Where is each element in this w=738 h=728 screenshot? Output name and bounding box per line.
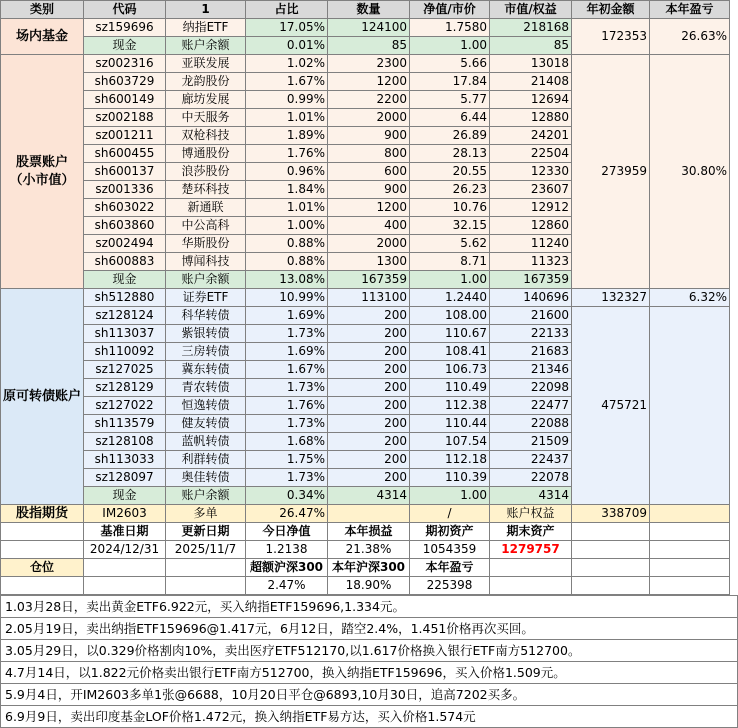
note-text-0: 1.03月28日，卖出黄金ETF6.922元，买入纳指ETF159696,1.334元。 xyxy=(1,596,738,618)
nav-price: 8.71 xyxy=(410,253,490,271)
note-text-3: 4.7月14日，以1.822元价格卖出银行ETF南方512700，换入纳指ETF159696，买入价格1.509元。 xyxy=(1,662,738,684)
quantity: 200 xyxy=(328,379,410,397)
posval-blank-6 xyxy=(650,577,730,595)
weight-pct: 1.67% xyxy=(246,361,328,379)
market-value: 22098 xyxy=(490,379,572,397)
category-label-futures: 股指期货 xyxy=(1,505,84,523)
quantity: 200 xyxy=(328,451,410,469)
note-text-4: 5.9月4日，开IM2603多单1张@6688，10月20日平仓@6893,10月30日，追高7202买多。 xyxy=(1,684,738,706)
weight-pct: 0.88% xyxy=(246,235,328,253)
label-year-pnl2: 本年盈亏 xyxy=(410,559,490,577)
nav-price: 32.15 xyxy=(410,217,490,235)
market-value: 218168 xyxy=(490,19,572,37)
weight-pct: 0.01% xyxy=(246,37,328,55)
value-today-nav: 1.2138 xyxy=(246,541,328,559)
market-value: 12330 xyxy=(490,163,572,181)
security-name: 博通股份 xyxy=(166,145,246,163)
quantity: 4314 xyxy=(328,487,410,505)
market-value: 21408 xyxy=(490,73,572,91)
quantity: 600 xyxy=(328,163,410,181)
security-code: sh600137 xyxy=(84,163,166,181)
nav-price: 106.73 xyxy=(410,361,490,379)
security-name: 亚联发展 xyxy=(166,55,246,73)
note-text-1: 2.05月19日，卖出纳指ETF159696@1.417元，6月12日，踏空2.4%，1.451价格再次买回。 xyxy=(1,618,738,640)
quantity: 167359 xyxy=(328,271,410,289)
market-value: 21600 xyxy=(490,307,572,325)
summary-blank-1 xyxy=(1,523,84,541)
market-value: 12860 xyxy=(490,217,572,235)
summary-blank-2 xyxy=(572,523,650,541)
nav-price: 26.89 xyxy=(410,127,490,145)
weight-pct: 1.02% xyxy=(246,55,328,73)
futures-quantity xyxy=(328,505,410,523)
value-base-date: 2024/12/31 xyxy=(84,541,166,559)
nav-price: 110.39 xyxy=(410,469,490,487)
label-year-hs300: 本年沪深300 xyxy=(328,559,410,577)
security-code: sh603022 xyxy=(84,199,166,217)
weight-pct: 0.99% xyxy=(246,91,328,109)
note-row xyxy=(1,596,738,618)
security-code: sz159696 xyxy=(84,19,166,37)
security-code: sh113037 xyxy=(84,325,166,343)
weight-pct: 10.99% xyxy=(246,289,328,307)
weight-pct: 0.88% xyxy=(246,253,328,271)
note-row xyxy=(1,618,738,640)
weight-pct: 0.34% xyxy=(246,487,328,505)
table-header-row xyxy=(1,1,730,19)
market-value: 13018 xyxy=(490,55,572,73)
security-name: 账户余额 xyxy=(166,37,246,55)
security-code: sz001211 xyxy=(84,127,166,145)
nav-price: 28.13 xyxy=(410,145,490,163)
security-name: 华斯股份 xyxy=(166,235,246,253)
nav-price: 5.62 xyxy=(410,235,490,253)
quantity: 2200 xyxy=(328,91,410,109)
security-code: sz128124 xyxy=(84,307,166,325)
security-name: 科华转债 xyxy=(166,307,246,325)
note-text-2: 3.05月29日，以0.329价格割肉10%，卖出医疗ETF512170,以1.617价格换入银行ETF南方512700。 xyxy=(1,640,738,662)
security-code: sz127025 xyxy=(84,361,166,379)
weight-pct: 17.05% xyxy=(246,19,328,37)
market-value: 12880 xyxy=(490,109,572,127)
market-value: 22437 xyxy=(490,451,572,469)
quantity: 2000 xyxy=(328,235,410,253)
posval-blank-2 xyxy=(84,577,166,595)
initial-amount-2: 475721 xyxy=(572,307,650,505)
summary-blank-4 xyxy=(1,541,84,559)
market-value: 85 xyxy=(490,37,572,55)
security-name: 新通联 xyxy=(166,199,246,217)
quantity: 85 xyxy=(328,37,410,55)
security-code: 现金 xyxy=(84,271,166,289)
market-value: 23607 xyxy=(490,181,572,199)
note-row xyxy=(1,640,738,662)
column-header-8: 本年盈亏 xyxy=(650,1,730,19)
security-code: sh110092 xyxy=(84,343,166,361)
market-value: 12694 xyxy=(490,91,572,109)
quantity: 1300 xyxy=(328,253,410,271)
label-position: 仓位 xyxy=(1,559,84,577)
column-header-3: 占比 xyxy=(246,1,328,19)
market-value: 21683 xyxy=(490,343,572,361)
nav-price: 1.7580 xyxy=(410,19,490,37)
security-name: 博闻科技 xyxy=(166,253,246,271)
quantity: 400 xyxy=(328,217,410,235)
security-code: sz127022 xyxy=(84,397,166,415)
column-header-4: 数量 xyxy=(328,1,410,19)
security-name: 廊坊发展 xyxy=(166,91,246,109)
weight-pct: 1.76% xyxy=(246,145,328,163)
posval-blank-5 xyxy=(572,577,650,595)
security-name: 紫银转债 xyxy=(166,325,246,343)
security-code: sh600883 xyxy=(84,253,166,271)
table-row xyxy=(1,307,730,325)
position-blank-1 xyxy=(84,559,166,577)
futures-code: IM2603 xyxy=(84,505,166,523)
weight-pct: 1.69% xyxy=(246,307,328,325)
year-pnl: 30.80% xyxy=(650,55,730,289)
security-name: 健友转债 xyxy=(166,415,246,433)
security-name: 中天服务 xyxy=(166,109,246,127)
security-name: 中公高科 xyxy=(166,217,246,235)
label-period-assets: 期初资产 xyxy=(410,523,490,541)
note-text-5: 6.9月9日，卖出印度基金LOF价格1.472元，换入纳指ETF易方达，买入价格1.574元 xyxy=(1,706,738,728)
category-label-convertible: 原可转债账户 xyxy=(1,289,84,505)
category-label-stock: 股票账户 （小市值） xyxy=(1,55,84,289)
weight-pct: 1.76% xyxy=(246,397,328,415)
nav-price: 1.00 xyxy=(410,37,490,55)
futures-blank xyxy=(650,505,730,523)
quantity: 113100 xyxy=(328,289,410,307)
year-pnl-2 xyxy=(650,307,730,505)
market-value: 11323 xyxy=(490,253,572,271)
quantity: 2300 xyxy=(328,55,410,73)
label-today-nav: 今日净值 xyxy=(246,523,328,541)
nav-price: 17.84 xyxy=(410,73,490,91)
futures-price: / xyxy=(410,505,490,523)
table-row xyxy=(1,289,730,307)
position-row xyxy=(1,559,730,577)
position-blank-4 xyxy=(572,559,650,577)
weight-pct: 1.01% xyxy=(246,199,328,217)
weight-pct: 0.96% xyxy=(246,163,328,181)
position-value-row xyxy=(1,577,730,595)
security-code: sz128108 xyxy=(84,433,166,451)
label-excess-hs300: 超额沪深300 xyxy=(246,559,328,577)
value-year-hs300: 18.90% xyxy=(328,577,410,595)
quantity: 800 xyxy=(328,145,410,163)
posval-blank-4 xyxy=(490,577,572,595)
weight-pct: 1.73% xyxy=(246,469,328,487)
quantity: 1200 xyxy=(328,199,410,217)
note-row xyxy=(1,684,738,706)
table-row xyxy=(1,55,730,73)
quantity: 900 xyxy=(328,181,410,199)
security-code: sh603729 xyxy=(84,73,166,91)
security-code: sz002316 xyxy=(84,55,166,73)
market-value: 11240 xyxy=(490,235,572,253)
quantity: 200 xyxy=(328,433,410,451)
quantity: 200 xyxy=(328,343,410,361)
weight-pct: 1.68% xyxy=(246,433,328,451)
security-name: 三房转债 xyxy=(166,343,246,361)
nav-price: 108.41 xyxy=(410,343,490,361)
quantity: 200 xyxy=(328,397,410,415)
security-name: 奥佳转债 xyxy=(166,469,246,487)
quantity: 124100 xyxy=(328,19,410,37)
security-name: 证券ETF xyxy=(166,289,246,307)
nav-price: 26.23 xyxy=(410,181,490,199)
nav-price: 10.76 xyxy=(410,199,490,217)
note-row xyxy=(1,706,738,728)
security-code: sh603860 xyxy=(84,217,166,235)
weight-pct: 1.84% xyxy=(246,181,328,199)
security-name: 龙韵股份 xyxy=(166,73,246,91)
market-value: 4314 xyxy=(490,487,572,505)
weight-pct: 1.73% xyxy=(246,379,328,397)
initial-amount-1: 132327 xyxy=(572,289,650,307)
initial-amount: 273959 xyxy=(572,55,650,289)
quantity: 200 xyxy=(328,415,410,433)
security-code: sz128097 xyxy=(84,469,166,487)
security-name: 冀东转债 xyxy=(166,361,246,379)
column-header-7: 年初金额 xyxy=(572,1,650,19)
futures-equity: 338709 xyxy=(572,505,650,523)
label-year-pnl: 本年损益 xyxy=(328,523,410,541)
summary-blank-5 xyxy=(572,541,650,559)
value-position: 2.47% xyxy=(246,577,328,595)
futures-equity-label: 账户权益 xyxy=(490,505,572,523)
security-code: sh600149 xyxy=(84,91,166,109)
market-value: 21346 xyxy=(490,361,572,379)
label-base-date: 基准日期 xyxy=(84,523,166,541)
nav-price: 112.18 xyxy=(410,451,490,469)
table-row-futures xyxy=(1,505,730,523)
position-blank-5 xyxy=(650,559,730,577)
weight-pct: 13.08% xyxy=(246,271,328,289)
security-name: 双枪科技 xyxy=(166,127,246,145)
weight-pct: 1.75% xyxy=(246,451,328,469)
security-name: 利群转债 xyxy=(166,451,246,469)
nav-price: 110.44 xyxy=(410,415,490,433)
weight-pct: 1.67% xyxy=(246,73,328,91)
year-pnl-1: 6.32% xyxy=(650,289,730,307)
label-update-date: 更新日期 xyxy=(166,523,246,541)
weight-pct: 1.69% xyxy=(246,343,328,361)
market-value: 21509 xyxy=(490,433,572,451)
market-value: 12912 xyxy=(490,199,572,217)
nav-price: 6.44 xyxy=(410,109,490,127)
quantity: 2000 xyxy=(328,109,410,127)
weight-pct: 1.01% xyxy=(246,109,328,127)
nav-price: 1.00 xyxy=(410,271,490,289)
summary-value-row xyxy=(1,541,730,559)
nav-price: 1.00 xyxy=(410,487,490,505)
nav-price: 110.49 xyxy=(410,379,490,397)
label-end-assets: 期末资产 xyxy=(490,523,572,541)
nav-price: 20.55 xyxy=(410,163,490,181)
security-name: 蓝帆转债 xyxy=(166,433,246,451)
weight-pct: 1.73% xyxy=(246,415,328,433)
security-code: 现金 xyxy=(84,487,166,505)
value-end-assets: 1279757 xyxy=(490,541,572,559)
security-name: 账户余额 xyxy=(166,271,246,289)
futures-weight: 26.47% xyxy=(246,505,328,523)
column-header-6: 市值/权益 xyxy=(490,1,572,19)
futures-direction: 多单 xyxy=(166,505,246,523)
column-header-1: 代码 xyxy=(84,1,166,19)
security-name: 青农转债 xyxy=(166,379,246,397)
nav-price: 5.77 xyxy=(410,91,490,109)
security-code: sz002188 xyxy=(84,109,166,127)
market-value: 22078 xyxy=(490,469,572,487)
quantity: 200 xyxy=(328,361,410,379)
security-code: sz002494 xyxy=(84,235,166,253)
year-pnl: 26.63% xyxy=(650,19,730,55)
posval-blank-3 xyxy=(166,577,246,595)
column-header-2: 1 xyxy=(166,1,246,19)
market-value: 22088 xyxy=(490,415,572,433)
position-blank-3 xyxy=(490,559,572,577)
security-name: 账户余额 xyxy=(166,487,246,505)
nav-price: 1.2440 xyxy=(410,289,490,307)
market-value: 22133 xyxy=(490,325,572,343)
security-code: sh512880 xyxy=(84,289,166,307)
market-value: 140696 xyxy=(490,289,572,307)
summary-blank-3 xyxy=(650,523,730,541)
quantity: 200 xyxy=(328,307,410,325)
nav-price: 112.38 xyxy=(410,397,490,415)
security-name: 恒逸转债 xyxy=(166,397,246,415)
value-year-pnl: 21.38% xyxy=(328,541,410,559)
value-period-assets: 1054359 xyxy=(410,541,490,559)
notes-table xyxy=(0,595,738,728)
quantity: 200 xyxy=(328,469,410,487)
column-header-5: 净值/市价 xyxy=(410,1,490,19)
weight-pct: 1.00% xyxy=(246,217,328,235)
quantity: 900 xyxy=(328,127,410,145)
security-code: 现金 xyxy=(84,37,166,55)
security-name: 浪莎股份 xyxy=(166,163,246,181)
security-code: sz001336 xyxy=(84,181,166,199)
table-row xyxy=(1,19,730,37)
security-name: 纳指ETF xyxy=(166,19,246,37)
posval-blank-1 xyxy=(1,577,84,595)
quantity: 200 xyxy=(328,325,410,343)
summary-blank-6 xyxy=(650,541,730,559)
security-code: sh600455 xyxy=(84,145,166,163)
value-update-date: 2025/11/7 xyxy=(166,541,246,559)
market-value: 167359 xyxy=(490,271,572,289)
security-code: sz128129 xyxy=(84,379,166,397)
weight-pct: 1.73% xyxy=(246,325,328,343)
initial-amount: 172353 xyxy=(572,19,650,55)
value-year-pnl2: 225398 xyxy=(410,577,490,595)
security-code: sh113033 xyxy=(84,451,166,469)
market-value: 24201 xyxy=(490,127,572,145)
nav-price: 108.00 xyxy=(410,307,490,325)
position-blank-2 xyxy=(166,559,246,577)
summary-header-row xyxy=(1,523,730,541)
market-value: 22504 xyxy=(490,145,572,163)
weight-pct: 1.89% xyxy=(246,127,328,145)
market-value: 22477 xyxy=(490,397,572,415)
column-header-0: 类别 xyxy=(1,1,84,19)
quantity: 1200 xyxy=(328,73,410,91)
category-label-fund: 场内基金 xyxy=(1,19,84,55)
nav-price: 110.67 xyxy=(410,325,490,343)
nav-price: 5.66 xyxy=(410,55,490,73)
nav-price: 107.54 xyxy=(410,433,490,451)
security-code: sh113579 xyxy=(84,415,166,433)
security-name: 楚环科技 xyxy=(166,181,246,199)
